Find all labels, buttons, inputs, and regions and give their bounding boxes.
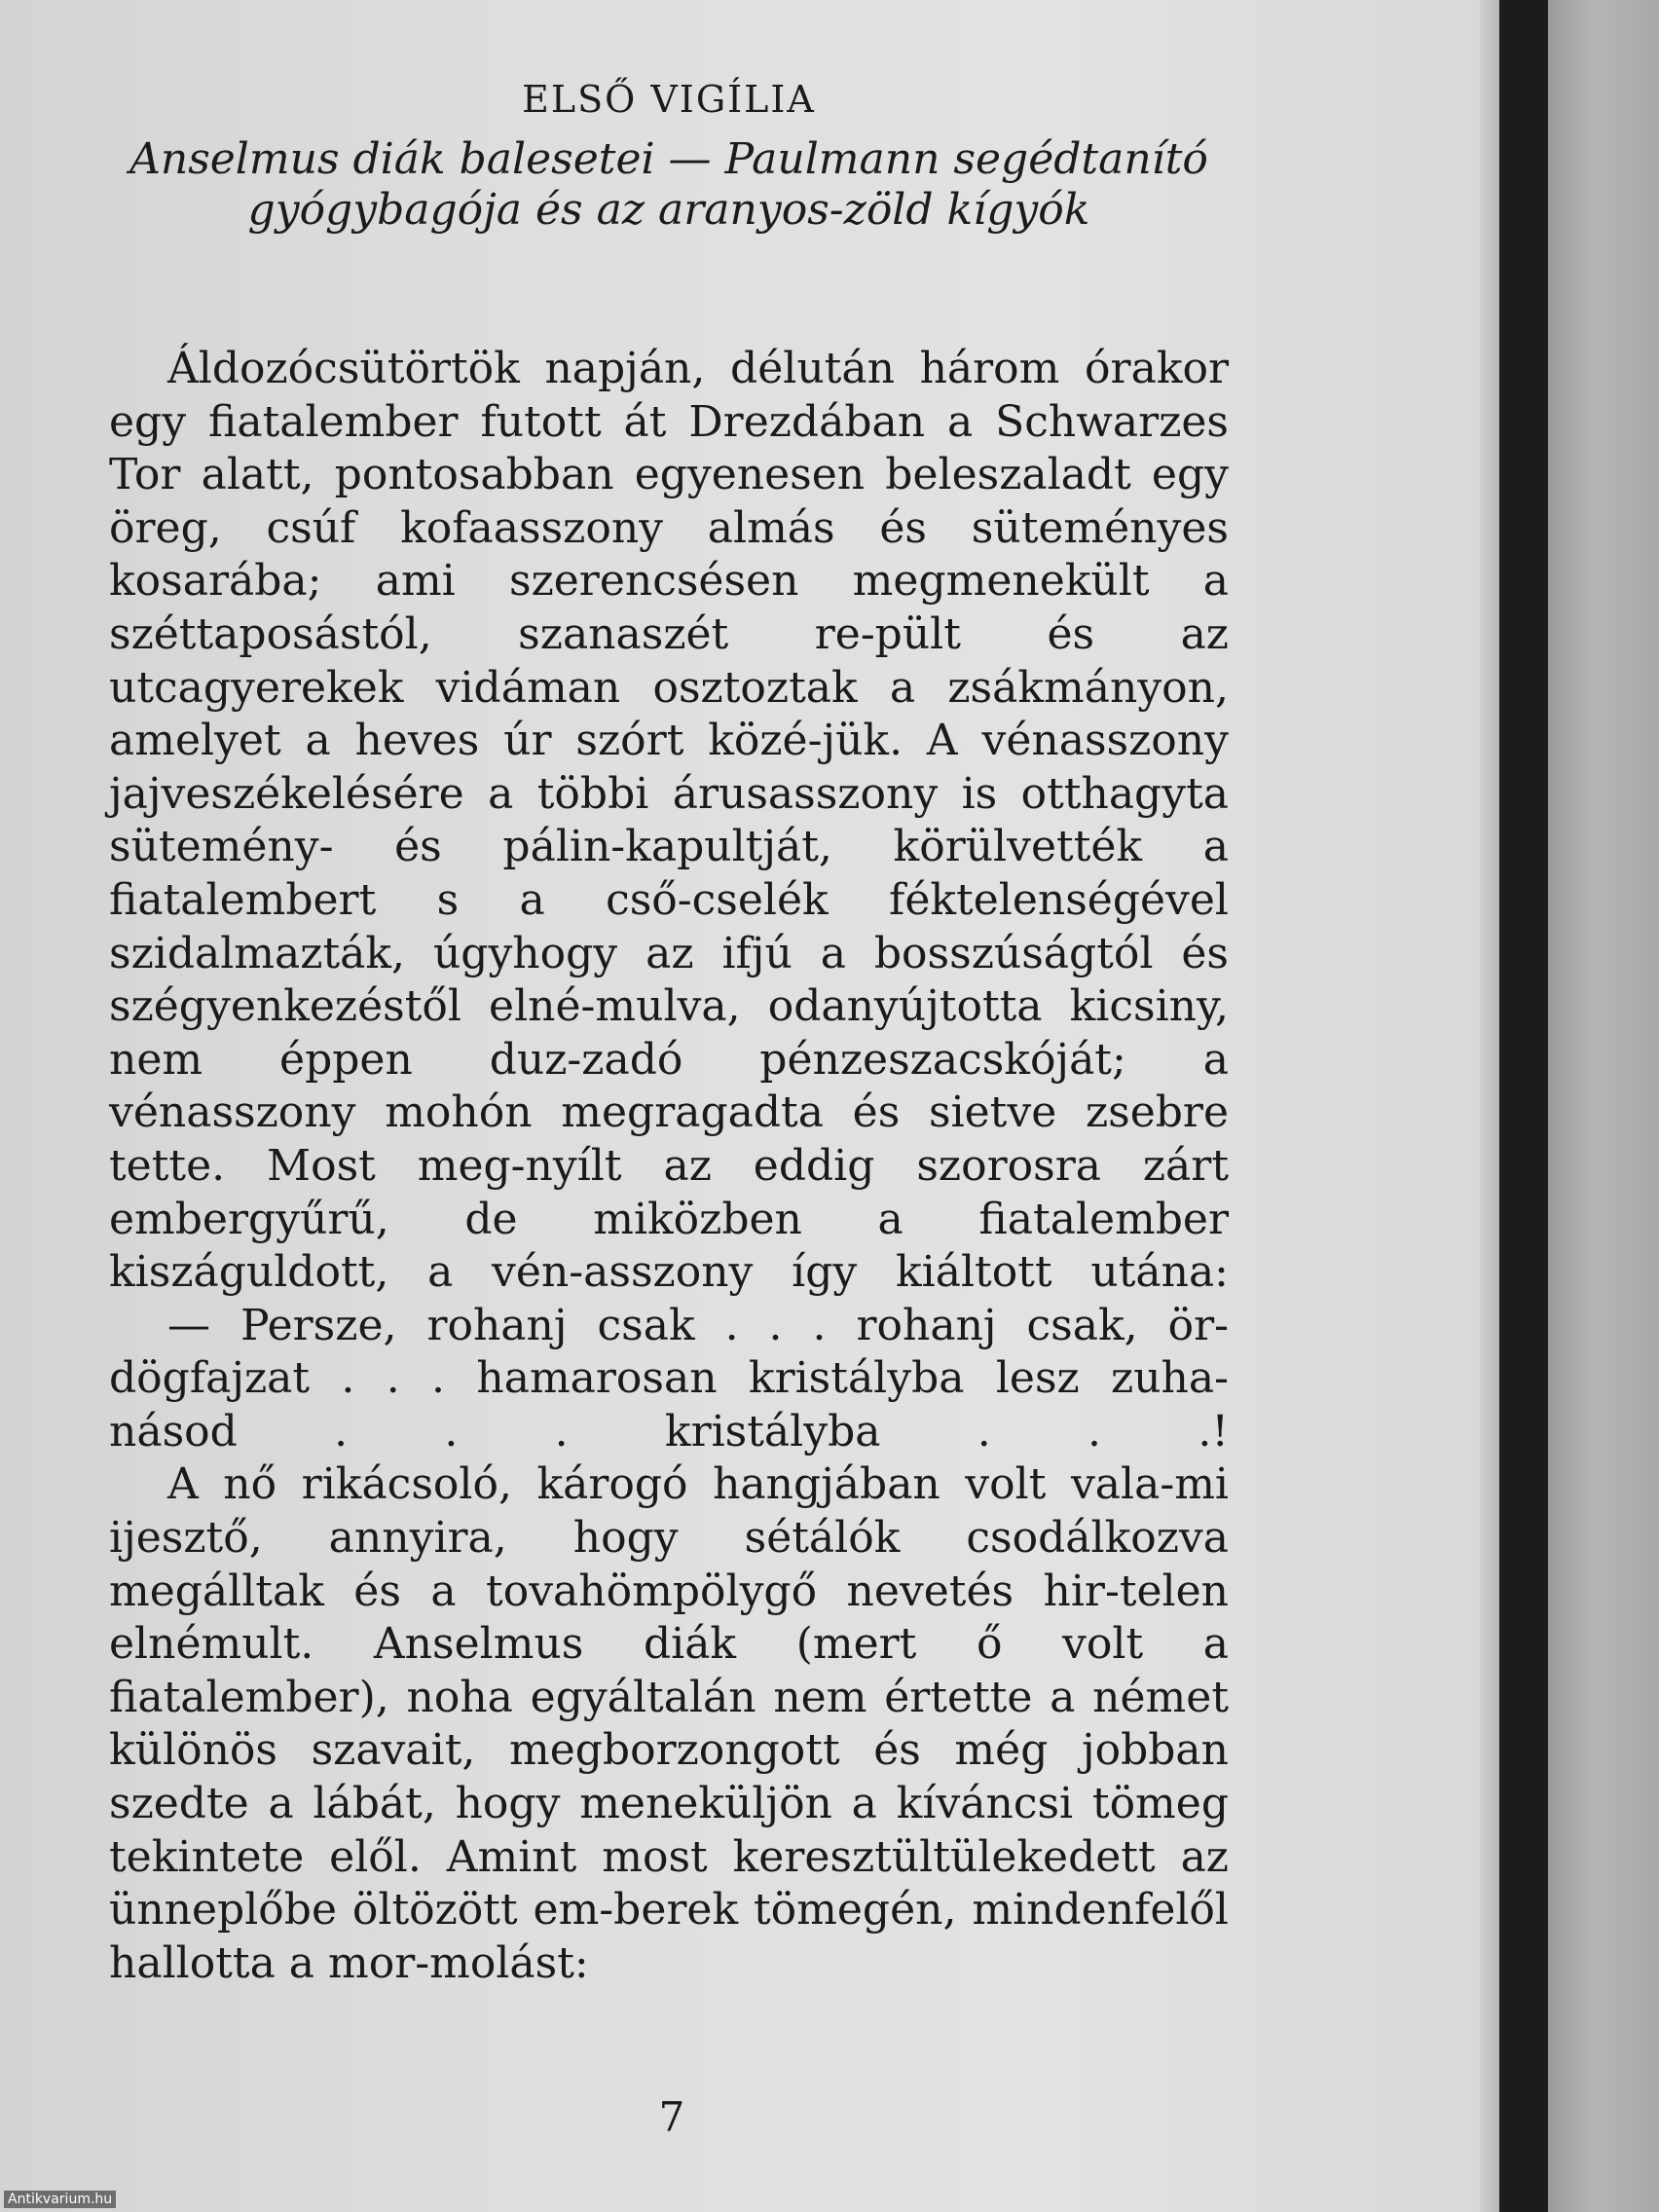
book-spine <box>1499 0 1548 2212</box>
page-number: 7 <box>658 2093 685 2141</box>
chapter-subtitle: Anselmus diák balesetei — Paulmann segédtanító gyógybagója és az aranyos-zöld kígyók <box>129 134 1208 235</box>
page-edge <box>1480 0 1499 2212</box>
paragraph: Áldozócsütörtök napján, délután három órakor egy fiatalember futott át Drezdában a Schwarzes Tor alatt, pontosabban egyenesen beleszaladt egy öreg, csúf kofaasszony almás és süteményes kosarába; ami szerencsésen megmenekült a széttaposástól, szanaszét re-pült és az utcagyerekek vidáman osztoztak a zsákmányon, amelyet a heves úr szórt közé-jük. A vénasszony jajveszékelésére a többi árusasszony is otthagyta sütemény- és pálin-kapultját, körülvették a fiatalembert s a cső-cselék féktelenségével szidalmazták, úgyhogy az ifjú a bosszúságtól és szégyenkezéstől elné-mulva, odanyújtotta kicsiny, nem éppen duz-zadó pénzeszacskóját; a vénasszony mohón megragadta és sietve zsebre tette. Most meg-nyílt az eddig szorosra zárt embergyűrű, de miközben a fiatalember kiszáguldott, a vén-asszony így kiáltott utána: <box>109 344 1229 1298</box>
paragraph: A nő rikácsoló, károgó hangjában volt vala-mi ijesztő, annyira, hogy sétálók csodálkozva megálltak és a tovahömpölygő nevetés hir-telen elnémult. Anselmus diák (mert ő volt a fiatalember), noha egyáltalán nem értette a német különös szavait, megborzongott és még jobban szedte a lábát, hogy meneküljön a kíváncsi tömeg tekintete elől. Amint most keresztültülekedett az ünneplőbe öltözött em-berek tömegén, mindenfelől hallotta a mor-molást: <box>109 1459 1229 1988</box>
paragraph: — Persze, rohanj csak . . . rohanj csak, ör-dögfajzat . . . hamarosan kristályba lesz zuha-násod . . . kristályba . . .! <box>109 1300 1229 1456</box>
chapter-title: ELSŐ VIGÍLIA <box>522 78 816 121</box>
body-text <box>109 343 1229 1990</box>
watermark: Antikvarium.hu <box>4 2191 116 2208</box>
chapter-header <box>109 78 1229 236</box>
background-surface <box>1548 0 1659 2212</box>
